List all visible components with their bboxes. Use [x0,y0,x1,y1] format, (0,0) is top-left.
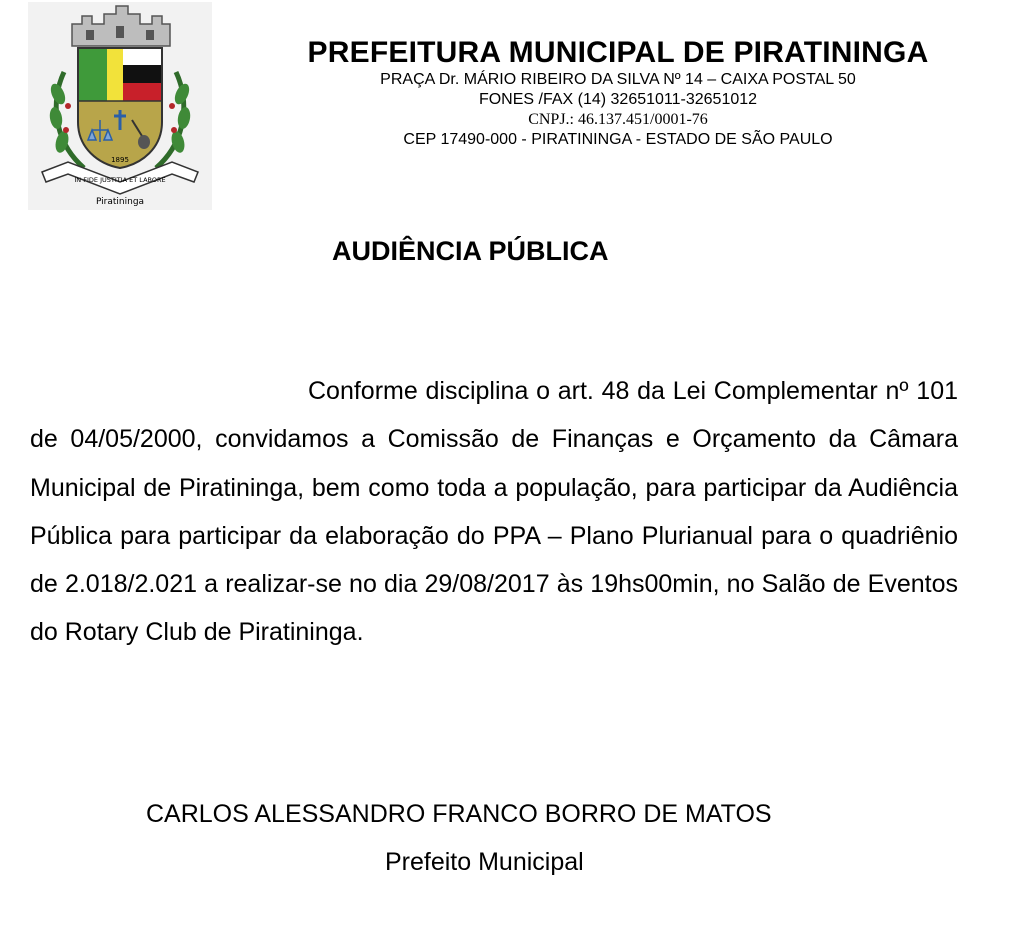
cep: CEP 17490-000 - PIRATININGA - ESTADO DE SÃO PAULO [403,131,833,148]
coat-of-arms-icon [28,2,212,210]
phones: FONES /FAX (14) 32651011-32651012 [478,91,758,108]
crest-caption: Piratininga [95,197,145,207]
letterhead [268,36,968,150]
crest-year: 1895 [111,156,129,164]
document-title: AUDIÊNCIA PÚBLICA [332,236,609,266]
signatory-name: CARLOS ALESSANDRO FRANCO BORRO DE MATOS [146,800,772,828]
cnpj: CNPJ.: 46.137.451/0001-76 [528,111,708,128]
paragraph-text: Conforme disciplina o art. 48 da Lei Complementar nº 101 de 04/05/2000, convidamos a Comissão de Finanças e Orçamento da Câmara Municipal de Piratininga, bem como toda a população, para participar da Audiência Pública para participar da elaboração do PPA – Plano Plurianual para o quadriênio de 2.018/2.021 a realizar-se no dia 29/08/2017 às 19hs00min, no Salão de Eventos do Rotary Club de Piratininga. [30,377,958,647]
crest-motto: IN FIDE JUSTITIA ET LABORE [74,176,166,184]
body-paragraph [30,367,958,657]
org-name: PREFEITURA MUNICIPAL DE PIRATININGA [307,36,929,69]
coat-of-arms [28,2,212,210]
signatory-role: Prefeito Municipal [385,848,584,876]
address: PRAÇA Dr. MÁRIO RIBEIRO DA SILVA Nº 14 – CAIXA POSTAL 50 [380,71,856,88]
